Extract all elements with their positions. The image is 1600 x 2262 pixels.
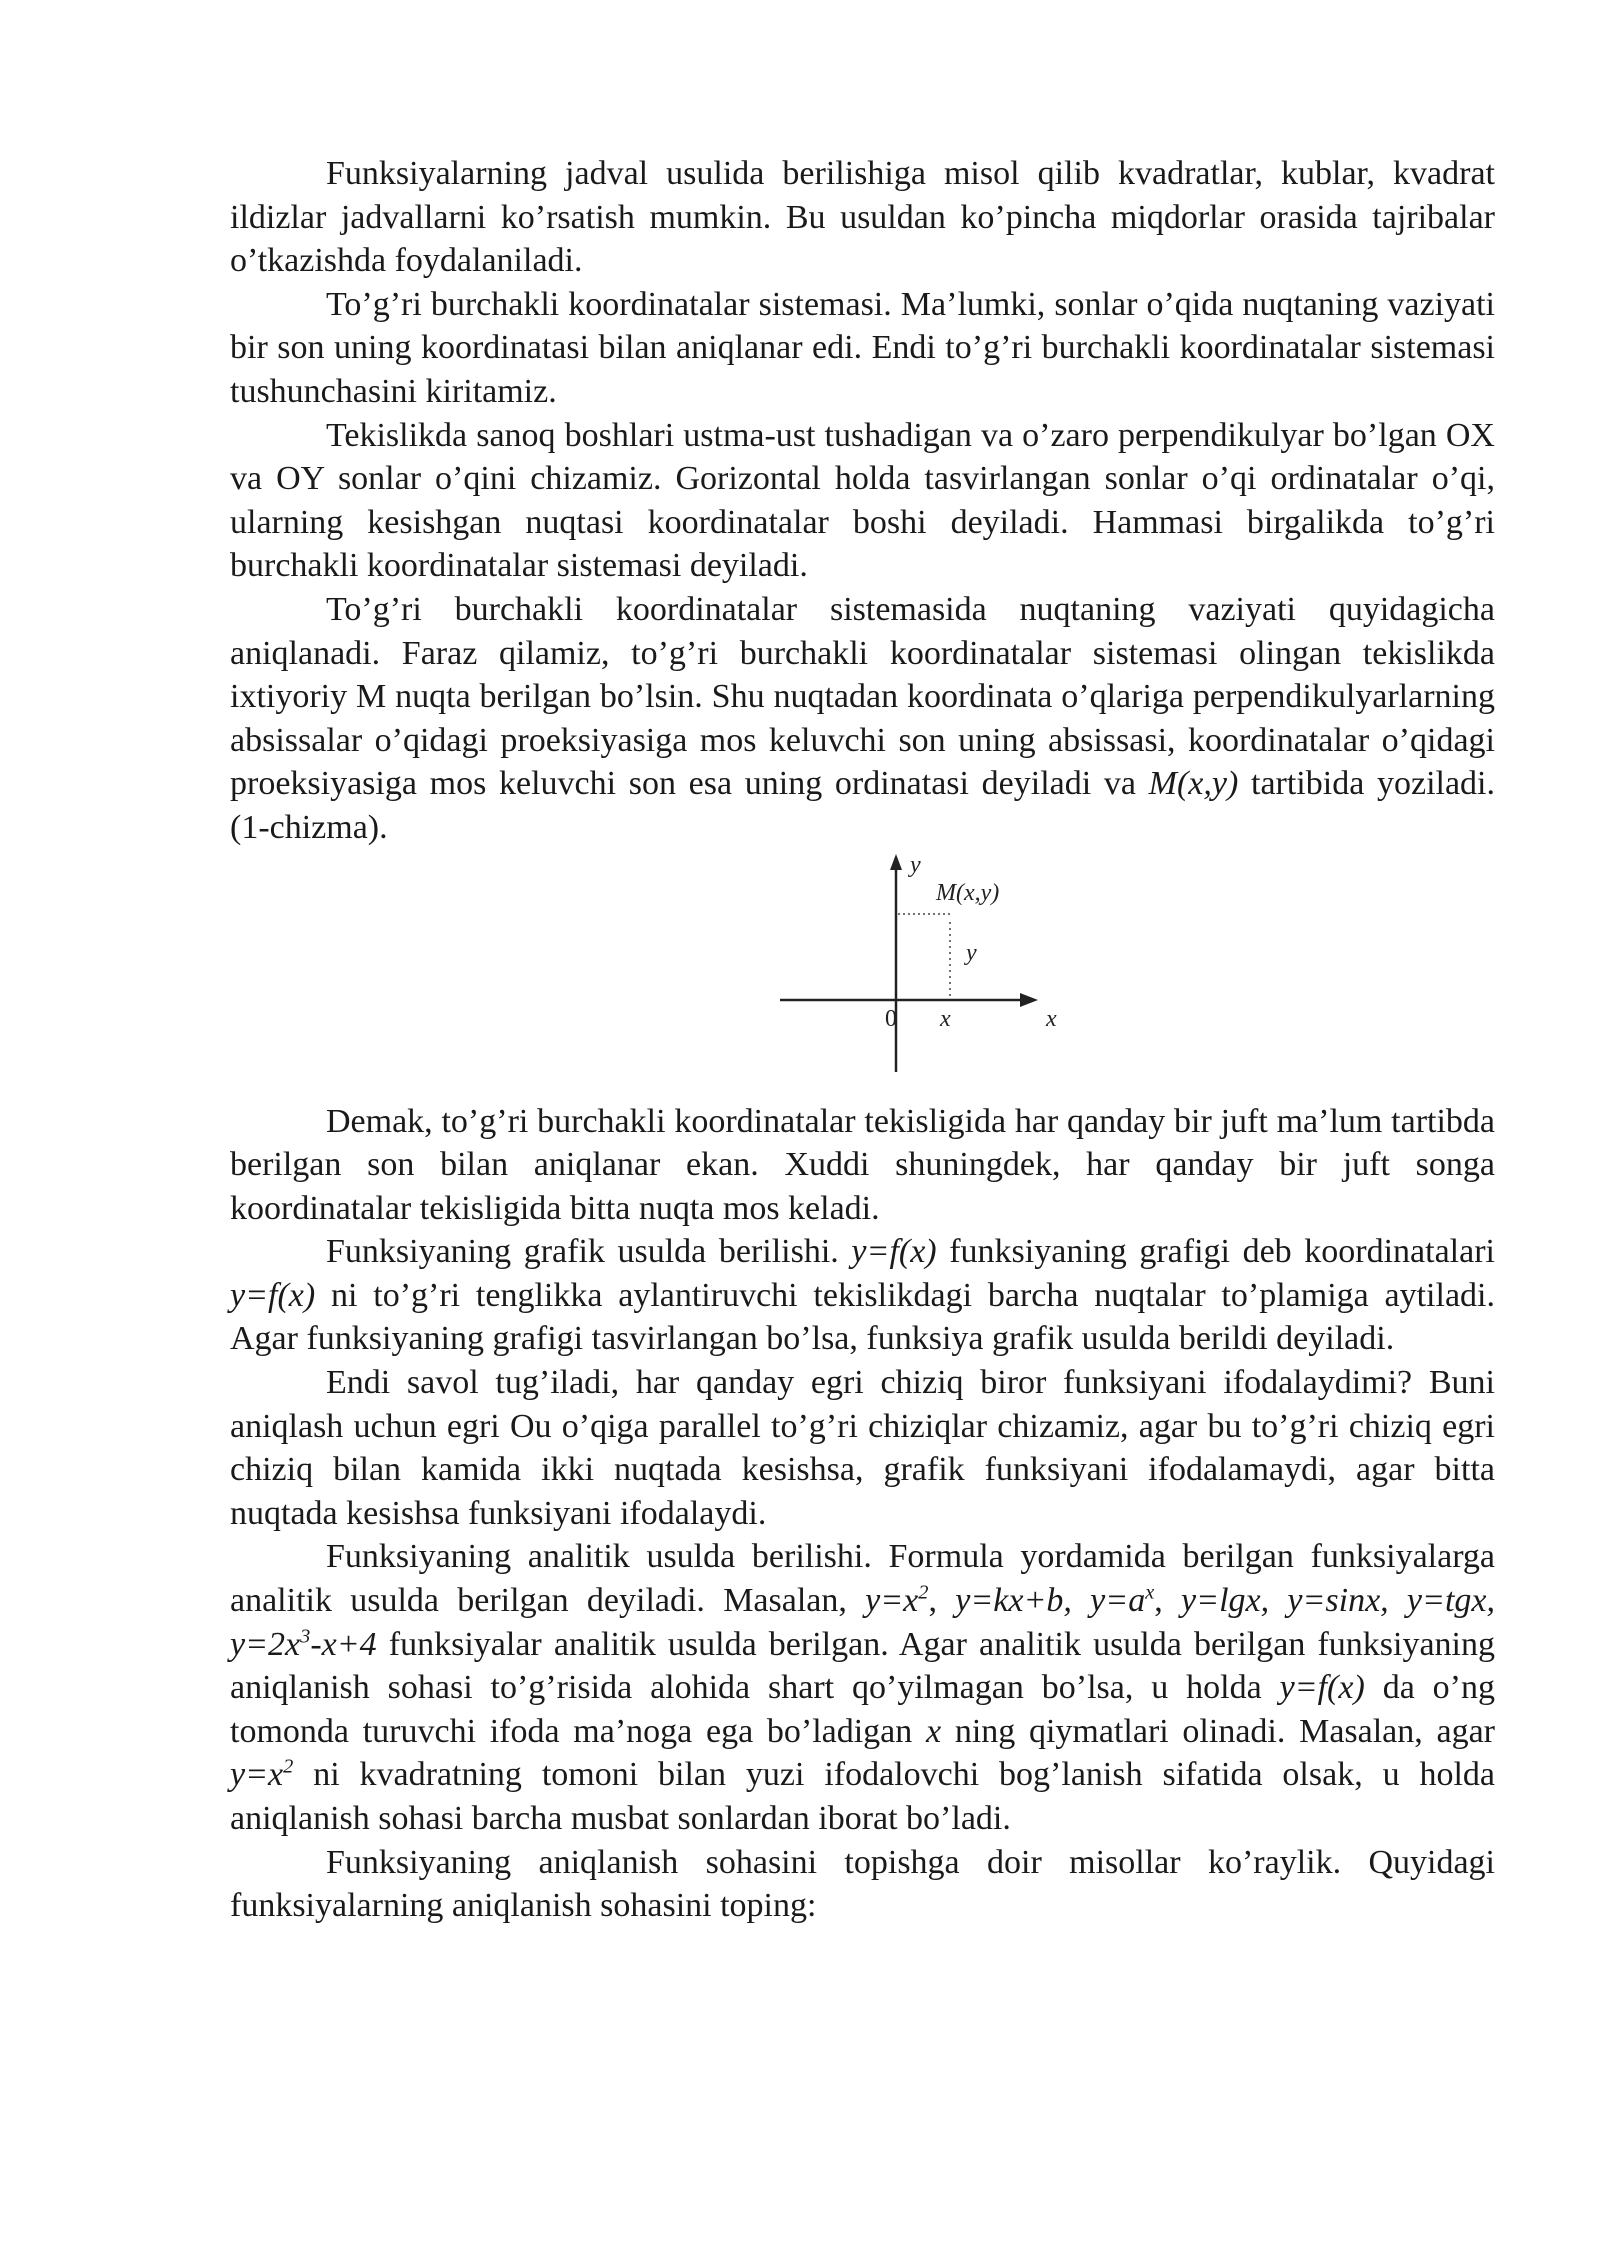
text-run: ni kvadratning tomoni bilan yuzi ifodalovchi bog’lanish sifatida olsak, u holda aniqlanish sohasi barcha musbat sonlardan iborat bo’ladi. [230, 1756, 1495, 1837]
formula-point: M(x,y) [1148, 765, 1239, 803]
y-axis-arrow [890, 854, 902, 870]
formula-function: y=f(x) [230, 1276, 316, 1314]
paragraph-rectangular-coordinates: To’g’ri burchakli koordinatalar sistemasi. Ma’lumki, sonlar o’qida nuqtaning vaziyati bir son uning koordinatasi bilan aniqlanar edi. Endi to’g’ri burchakli koordinatalar sistemasi tushunchasini kiritamiz. [230, 285, 1495, 410]
text-run: Funksiyaning grafik usulda berilishi. [326, 1233, 852, 1271]
paragraph-graphical-method [230, 1230, 1495, 1361]
text-run: To’g’ri burchakli koordinatalar sistemasida nuqtaning vaziyati quyidagicha aniqlanadi. Faraz qilamiz, to’g’ri burchakli koordinatalar sistemasi olingan tekislikda ixtiyoriy M nuqta berilgan bo’lsin. Shu nuqtadan koordinata o’qlariga perpendikulyarlarning absissalar o’qidagi proeksiyasiga mos keluvchi son uning absissasi, koordinatalar o’qidagi proeksiyasiga mos keluvchi son esa uning ordinatasi deyiladi va [230, 590, 1495, 803]
text-run: Funksiyaning analitik usulda berilishi. Formula yordamida berilgan funksiyalarga analitik usulda berilgan deyiladi. Masalan, [230, 1538, 1495, 1620]
paragraph-table-method: Funksiyalarning jadval usulida berilishiga misol qilib kvadratlar, kublar, kvadrat ildizlar jadvallarni ko’rsatish mumkin. Bu usuldan ko’pincha miqdorlar orasida tajribalar o’tkazishda foydalaniladi. [230, 155, 1495, 280]
formula-square [865, 1582, 928, 1619]
coordinate-figure [230, 850, 1495, 1100]
text-run: funksiyaning grafigi deb koordinatalari [936, 1233, 1495, 1271]
formula-variable: x [926, 1712, 942, 1750]
text-run: ning qiymatlari olinadi. Masalan, agar [941, 1712, 1495, 1750]
paragraph-domain-examples: Funksiyaning aniqlanish sohasini topishga doir misollar ko’raylik. Quyidagi funksiyalarning aniqlanish sohasini toping: [230, 1843, 1495, 1925]
paragraph-axes-definition: Tekislikda sanoq boshlari ustma-ust tushadigan va o’zaro perpendikulyar bo’lgan OX va OY sonlar o’qini chizamiz. Gorizontal holda tasvirlangan sonlar o’qi ordinatalar o’qi, ularning kesishgan nuqtasi koordinatalar boshi deyiladi. Hammasi birgalikda to’g’ri burchakli koordinatalar sistemasi deyiladi. [230, 416, 1495, 585]
formula-exponent: 3 [300, 1625, 311, 1648]
formula-base: y=x [230, 1756, 284, 1794]
formula-tail: -x+4 [310, 1625, 377, 1663]
text-run: da o’ng tomonda turuvchi ifoda ma’noga ega bo’ladigan [230, 1669, 1495, 1750]
text-run: funksiyalar analitik usulda berilgan. Agar analitik usulda berilgan funksiyaning aniqlanish sohasi to’g’risida alohida shart qo’yilmagan bo’lsa, u holda [230, 1625, 1495, 1707]
y-value-label: y [966, 939, 977, 966]
formula-base: y=lgx, y=sinx, y=tgx, y=2x [230, 1582, 1495, 1663]
formula-base: y=kx+b, y=a [955, 1582, 1146, 1620]
x-axis-label: x [1046, 1005, 1057, 1032]
x-value-label: x [940, 1005, 951, 1032]
paragraph-curve-question: Endi savol tug’iladi, har qanday egri chiziq biror funksiyani ifodalaydimi? Buni aniqlash uchun egri Ou o’qiga parallel to’g’ri chiziqlar chizamiz, agar bu to’g’ri chiziq egri chiziq bilan kamida ikki nuqtada kesishsa, grafik funksiyani ifodalamaydi, agar bitta nuqtada kesishsa funksiyani ifodalaydi. [230, 1364, 1495, 1532]
origin-label: 0 [885, 1005, 897, 1032]
point-label: M(x,y) [936, 879, 1000, 906]
x-axis-arrow [1020, 993, 1038, 1007]
formula-exponent: 2 [918, 1581, 929, 1604]
text-run: ni to’g’ri tenglikka aylantiruvchi tekislikdagi barcha nuqtalar to’plamiga aytiladi. Agar funksiyaning grafigi tasvirlangan bo’lsa, funksiya grafik usulda berildi deyiladi. [230, 1276, 1495, 1358]
paragraph-point-pairs: Demak, to’g’ri burchakli koordinatalar tekisligida har qanday bir juft ma’lum tartibda berilgan son bilan aniqlanar ekan. Xuddi shuningdek, har qanday bir juft songa koordinatalar tekisligida bitta nuqta mos keladi. [230, 1102, 1495, 1227]
formula-base: y=x [865, 1582, 919, 1620]
paragraph-analytical-method [230, 1535, 1495, 1840]
formula-exponent: x [1145, 1581, 1155, 1604]
y-axis-label: y [910, 851, 921, 878]
formula-linear-exponential [955, 1582, 1154, 1619]
formula-function: y=f(x) [851, 1233, 937, 1271]
formula-square [230, 1756, 293, 1793]
formula-exponent: 2 [283, 1756, 294, 1779]
text-run: , [928, 1582, 956, 1620]
text-run: tartibida yoziladi. (1-chizma). [230, 765, 1495, 846]
formula-function: y=f(x) [1279, 1669, 1365, 1707]
document-page [230, 152, 1495, 1928]
text-run: , [1154, 1582, 1182, 1620]
coordinate-diagram [770, 850, 1090, 1080]
paragraph-point-position [230, 588, 1495, 850]
